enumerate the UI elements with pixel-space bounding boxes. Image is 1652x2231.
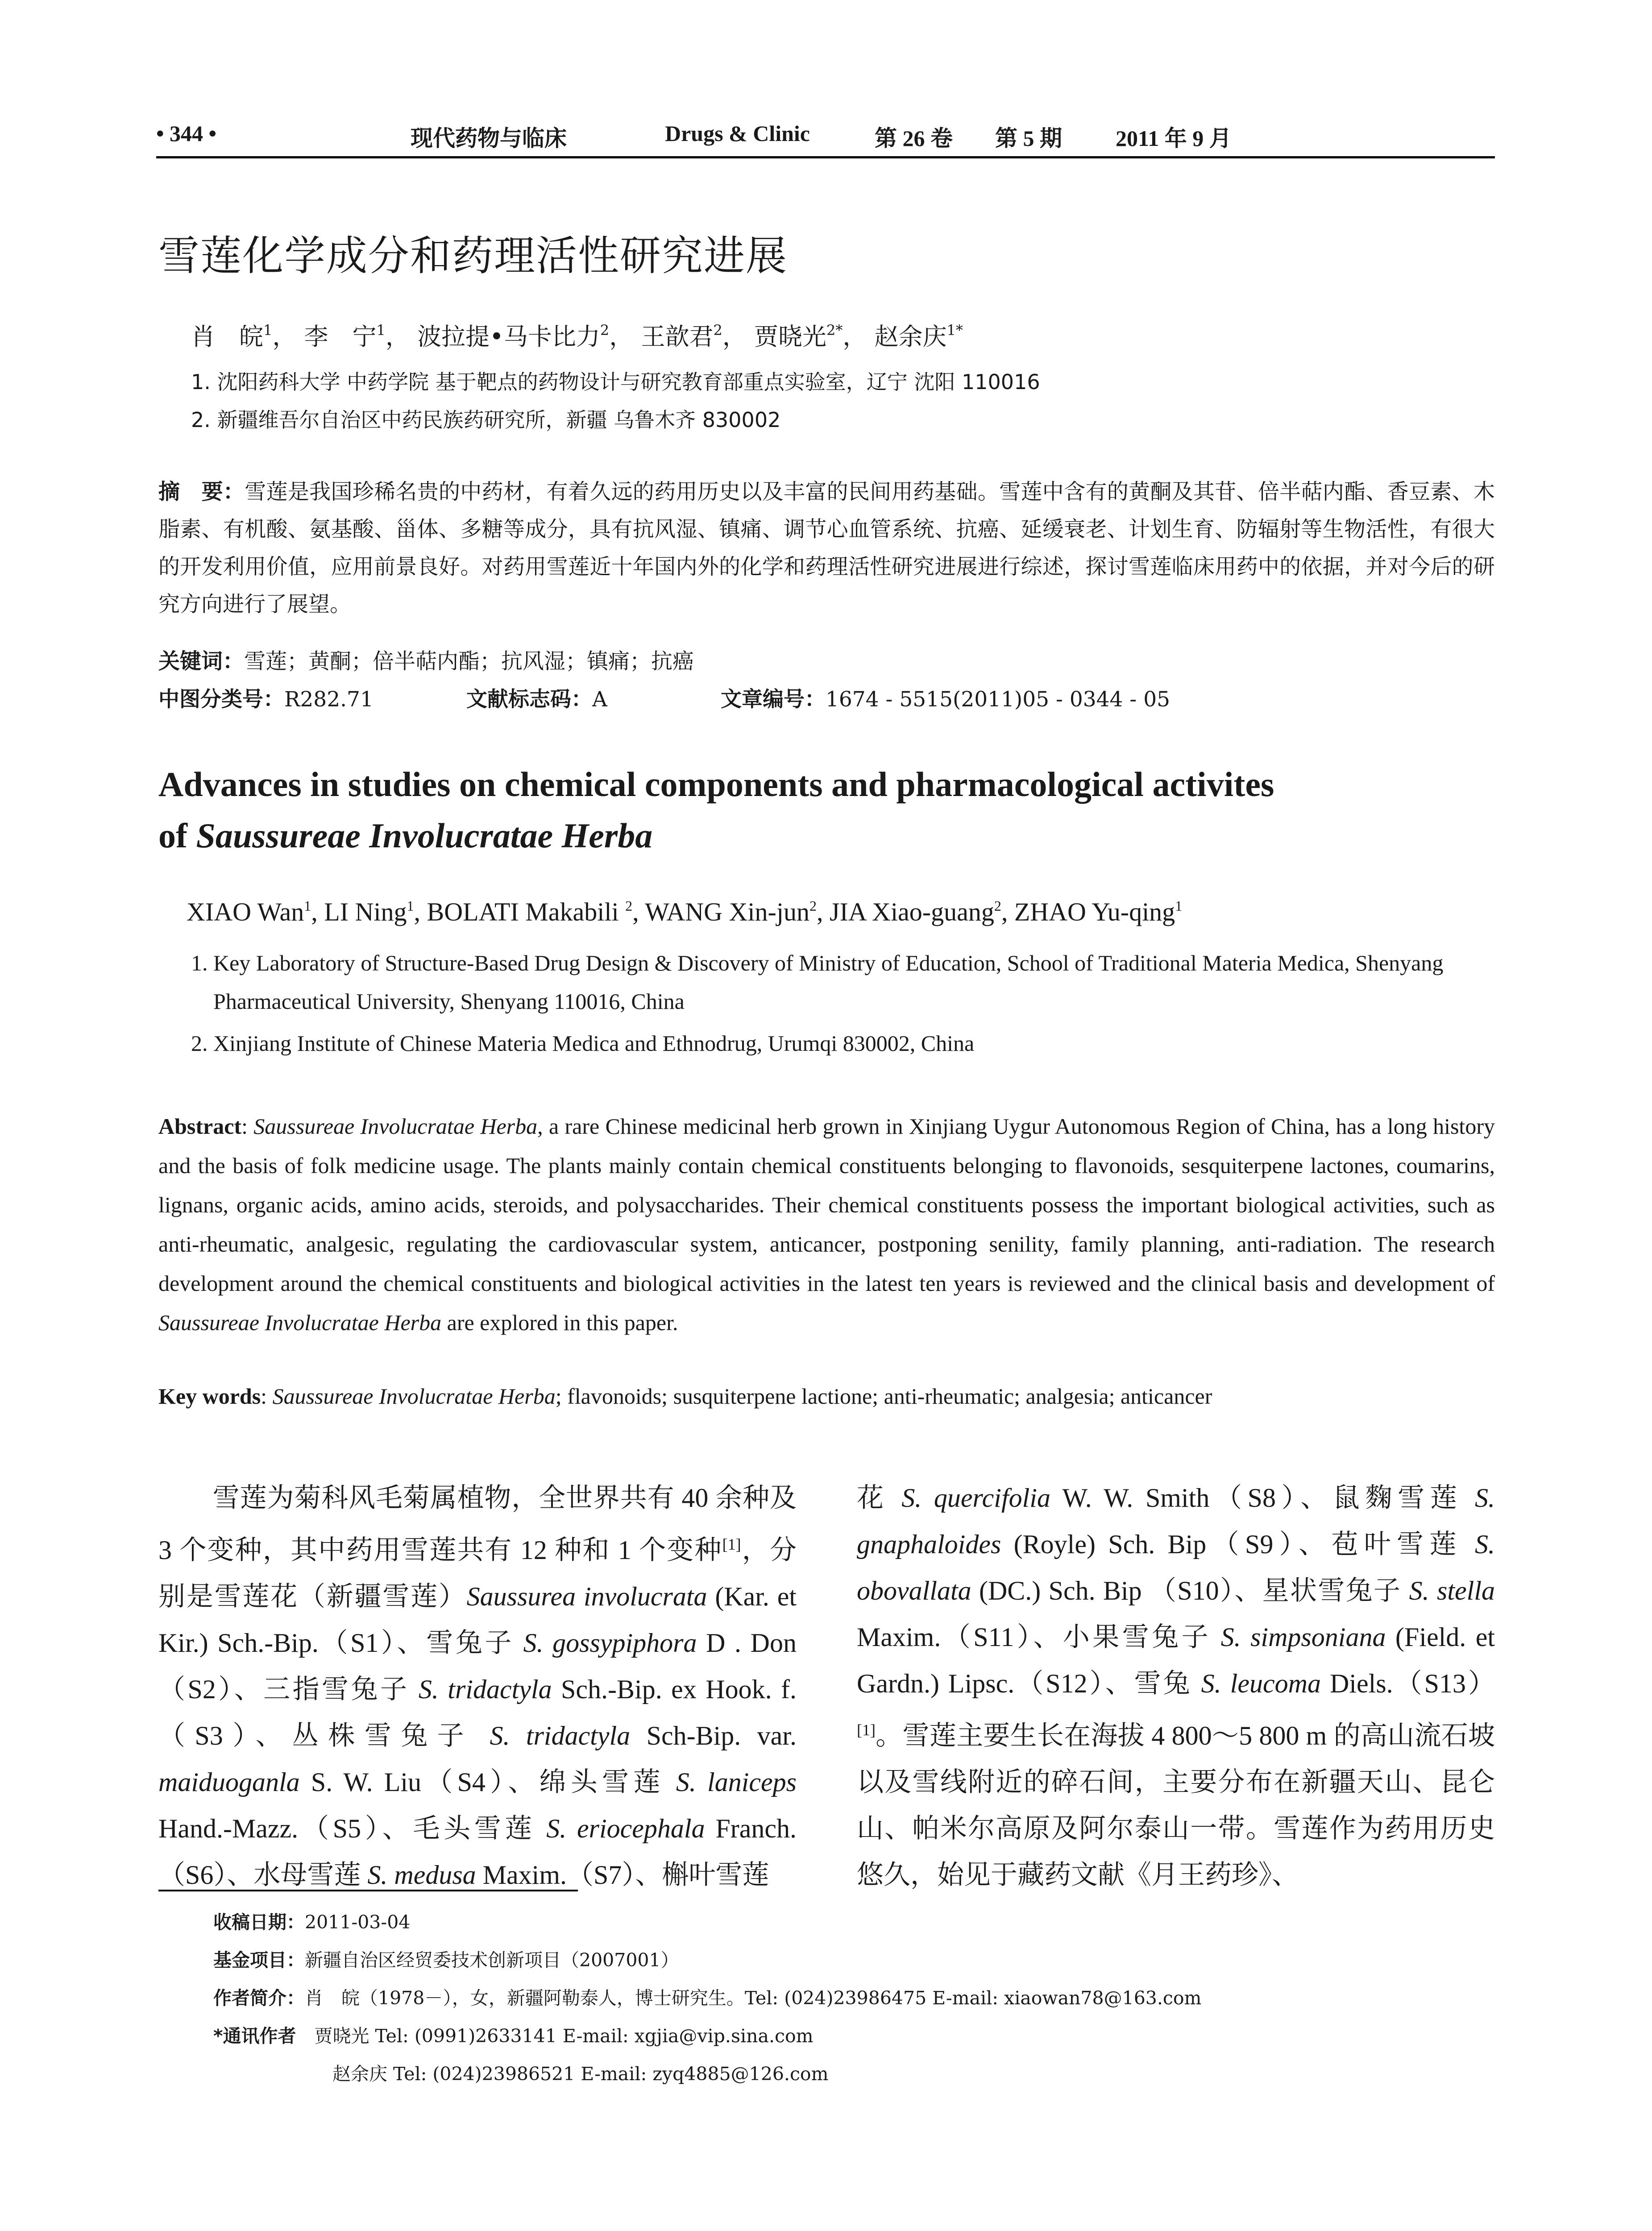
body-text: (Royle) Sch. Bip（S9）、苞叶雪莲 xyxy=(1001,1530,1475,1559)
title-en-species: Saussureae Involucratae Herba xyxy=(196,816,653,855)
author-list-en: XIAO Wan$^1$, LI Ning$^1$, BOLATI Makabili $^2$, WANG Xin-jun$^2$, JIA Xiao-guang$^2$, ZHAO Yu-qing$^1$ xyxy=(187,897,1183,926)
body-text: W. W. Smith（S8）、鼠麴雪莲 xyxy=(1050,1483,1475,1513)
species-name: S. stella xyxy=(1409,1576,1495,1605)
body-text: 雪莲为菊科风毛菊属植物，全世界共有 40 余种及 3 个变种，其中药用雪莲共有 12 种和 1 个变种 xyxy=(158,1483,797,1565)
body-text: D . Don（S2）、三指雪兔子 xyxy=(158,1628,797,1704)
affiliation-en-1: 1. Key Laboratory of Structure-Based Drug Design & Discovery of Ministry of Education, School of Traditional Materia Medica, Shenyang Pharmaceutical University, Shenyang 110016, China xyxy=(191,950,1444,1014)
author-name: 李 宁 xyxy=(304,323,377,351)
species-name: S. tridactyla xyxy=(490,1721,631,1750)
article-title-cn: 雪莲化学成分和药理活性研究进展 xyxy=(158,232,788,280)
species-name: S. laniceps xyxy=(676,1767,797,1797)
body-text: S. W. Liu（S4）、绵头雪莲 xyxy=(299,1767,676,1797)
abstract-en-species: Saussureae Involucratae Herba xyxy=(253,1114,538,1139)
abstract-label-en: Abstract xyxy=(158,1114,242,1139)
bio-label: 作者简介： xyxy=(213,1987,305,2009)
affiliation-cn-2: 2. 新疆维吾尔自治区中药民族药研究所，新疆 乌鲁木齐 830002 xyxy=(191,408,781,432)
author-affiliation-mark: 2 xyxy=(625,898,633,914)
journal-name-cn: 现代药物与临床 xyxy=(411,126,567,151)
title-en-prefix: of xyxy=(158,816,196,855)
species-name: S. gnaphaloides xyxy=(857,1483,1495,1559)
keywords-label-cn: 关键词： xyxy=(158,649,245,674)
corresponding-author-1: 贾晓光 Tel: (0991)2633141 E-mail: xgjia@vip.sina.com xyxy=(314,2025,814,2047)
received-label: 收稿日期： xyxy=(213,1912,305,1933)
body-text: Maxim.（S7）、槲叶雪莲 xyxy=(476,1860,769,1890)
author-name: LI Ning xyxy=(324,897,407,926)
body-text: (Field. et Gardn.) Lipsc.（S12）、雪兔 xyxy=(857,1622,1495,1698)
fund-label: 基金项目： xyxy=(213,1949,305,1971)
footnote-corresponding xyxy=(213,2021,814,2048)
fund-text: 新疆自治区经贸委技术创新项目（2007001） xyxy=(305,1949,679,1971)
footnote-corresponding-2: 赵余庆 Tel: (024)23986521 E-mail: zyq4885@126.com xyxy=(332,2063,829,2085)
abstract-text-cn: 雪莲是我国珍稀名贵的中药材，有着久远的药用历史以及丰富的民间用药基础。雪莲中含有的黄酮及其苷、倍半萜内酯、香豆素、木脂素、有机酸、氨基酸、甾体、多糖等成分，具有抗风湿、镇痛、调节心血管系统、抗癌、延缓衰老、计划生育、防辐射等生物活性，有很大的开发利用价值，应用前景良好。对药用雪莲近十年国内外的化学和药理活性研究进展进行综述，探讨雪莲临床用药中的依据，并对今后的研究方向进行了展望。 xyxy=(158,479,1495,617)
running-header xyxy=(156,117,1495,153)
keywords-en-text: ; flavonoids; susquiterpene lactione; anti-rheumatic; analgesia; anticancer xyxy=(555,1384,1212,1409)
author-affiliation-mark: 1 xyxy=(407,898,414,914)
affiliation-cn-1: 1. 沈阳药科大学 中药学院 基于靶点的药物设计与研究教育部重点实验室，辽宁 沈阳 110016 xyxy=(191,370,1040,394)
author-affiliation-mark: 1 xyxy=(1175,898,1183,914)
journal-name-en: Drugs & Clinic xyxy=(665,121,810,146)
author-affiliation-mark: 1 xyxy=(304,898,311,914)
body-text: Hand.-Mazz.（S5）、毛头雪莲 xyxy=(158,1814,547,1843)
issue: 第 5 期 xyxy=(995,126,1062,151)
body-text: (DC.) Sch. Bip （S10）、星状雪兔子 xyxy=(971,1576,1409,1605)
author-affiliation-mark: 1 xyxy=(376,322,386,339)
species-name: S. tridactyla xyxy=(418,1675,552,1704)
clc-code: R282.71 xyxy=(284,687,374,712)
keywords-text-cn: 雪莲；黄酮；倍半萜内酯；抗风湿；镇痛；抗癌 xyxy=(244,649,694,674)
abstract-cn xyxy=(158,473,1495,623)
species-name: S. eriocephala xyxy=(546,1814,705,1843)
citation-ref: [1] xyxy=(857,1721,876,1739)
received-date: 2011-03-04 xyxy=(305,1912,411,1933)
affiliation-en-2: 2. Xinjiang Institute of Chinese Materia Medica and Ethnodrug, Urumqi 830002, China xyxy=(191,1031,975,1056)
species-name: Saussurea involucrata xyxy=(466,1582,707,1611)
footnote-fund xyxy=(213,1945,679,1972)
footnote-received xyxy=(213,1908,410,1934)
author-name: 波拉提•马卡比力 xyxy=(417,323,600,351)
keywords-en-species: Saussureae Involucratae Herba xyxy=(272,1384,556,1409)
species-name: S. simpsoniana xyxy=(1220,1622,1386,1652)
keywords-en: Key words: Saussureae Involucratae Herba; flavonoids; susquiterpene lactione; anti-rheumatic; analgesia; anticancer xyxy=(158,1384,1212,1409)
article-number: 1674 - 5515(2011)05 - 0344 - 05 xyxy=(826,687,1171,712)
abstract-en-species-tail: Saussureae Involucratae Herba xyxy=(158,1310,442,1335)
article-title-en xyxy=(158,759,1495,861)
author-name: ZHAO Yu-qing xyxy=(1014,897,1175,926)
species-name: maiduoganla xyxy=(158,1767,300,1797)
body-column-left xyxy=(158,1475,797,1898)
page-number: • 344 • xyxy=(156,121,217,146)
author-name: 王歆君 xyxy=(641,323,714,351)
body-text: 花 xyxy=(857,1483,902,1513)
bio-text: 肖 皖（1978－），女，新疆阿勒泰人，博士研究生。Tel: (024)23986475 E-mail: xiaowan78@163.com xyxy=(305,1987,1202,2009)
body-text: Diels.（S13） xyxy=(1320,1669,1495,1698)
body-text: ，分别是雪莲花（新疆雪莲） xyxy=(158,1535,797,1611)
author-name: 肖 皖 xyxy=(191,323,263,351)
author-affiliation-mark: 2 xyxy=(713,322,722,339)
footnote-rule xyxy=(158,1890,578,1891)
volume: 第 26 卷 xyxy=(875,126,953,151)
author-affiliation-mark: 2 xyxy=(809,898,817,914)
abstract-en-text-1: , a rare Chinese medicinal herb grown in Xinjiang Uygur Autonomous Region of China, has a long history and the basis of folk medicine usage. The plants mainly contain chemical constituents belonging to flavonoids, sesquiterpene lactones, coumarins, lignans, organic acids, amino acids, steroids, and polysaccharides. Their chemical constituents possess the important biological activities, such as anti-rheumatic, analgesic, regulating the cardiovascular system, anticancer, postponing senility, family planning, anti-radiation. The research development around the chemical constituents and biological activities in the latest ten years is reviewed and the clinical basis and development of xyxy=(158,1114,1495,1296)
species-name: S. obovallata xyxy=(857,1530,1495,1605)
author-name: WANG Xin-jun xyxy=(645,897,809,926)
issue-date: 2011 年 9 月 xyxy=(1116,126,1232,151)
body-text: Sch.-Bip. ex Hook. f.（S3）、丛株雪兔子 xyxy=(158,1675,797,1750)
body-text: Sch-Bip. var. xyxy=(630,1721,797,1750)
keywords-cn xyxy=(158,643,1495,680)
title-en-line-1: Advances in studies on chemical components and pharmacological activites xyxy=(158,765,1274,804)
keywords-label-en: Key words xyxy=(158,1384,261,1409)
abstract-label-cn: 摘 要： xyxy=(158,479,245,504)
author-affiliation-mark: 2 xyxy=(600,322,610,339)
author-affiliation-mark: 1 xyxy=(263,322,273,339)
body-text: Maxim.（S11）、小果雪兔子 xyxy=(857,1622,1221,1652)
species-name: S. leucoma xyxy=(1201,1669,1321,1698)
body-text: Franch.（S6）、水母雪莲 xyxy=(158,1814,797,1890)
citation-ref: [1] xyxy=(722,1535,741,1553)
author-name: XIAO Wan xyxy=(187,897,304,926)
species-name: S. gossypiphora xyxy=(523,1628,697,1658)
body-text: 。雪莲主要生长在海拔 4 800～5 800 m 的高山流石坡以及雪线附近的碎石间，主要分布在新疆天山、昆仑山、帕米尔高原及阿尔泰山一带。雪莲作为药用历史悠久，始见于藏药文献《月王药珍》、 xyxy=(857,1721,1495,1890)
author-affiliation-mark: 2* xyxy=(826,322,843,339)
author-name: JIA Xiao-guang xyxy=(829,897,994,926)
doc-code-label: 文献标志码： xyxy=(466,687,592,712)
author-affiliation-mark: 1* xyxy=(946,322,963,339)
species-name: S. quercifolia xyxy=(901,1483,1050,1513)
body-text: (Kar. et Kir.) Sch.-Bip.（S1）、雪兔子 xyxy=(158,1582,797,1658)
clc-label: 中图分类号： xyxy=(158,687,284,712)
header-rule xyxy=(156,156,1495,158)
body-column-right xyxy=(857,1475,1495,1898)
footnote-author-bio xyxy=(213,1983,1201,2010)
author-list-cn: 肖 皖$^1$， 李 宁$^1$， 波拉提•马卡比力$^2$， 王歆君$^2$， 贾晓光$^{2*}$， 赵余庆$^{1*}$ xyxy=(191,322,963,351)
corresponding-label: *通讯作者 xyxy=(213,2025,296,2047)
author-name: 贾晓光 xyxy=(754,323,826,351)
author-affiliation-mark: 2 xyxy=(994,898,1001,914)
author-name: 赵余庆 xyxy=(874,323,947,351)
doc-code: A xyxy=(592,687,607,712)
species-name: S. medusa xyxy=(367,1860,476,1890)
article-number-label: 文章编号： xyxy=(721,687,826,712)
author-name: BOLATI Makabili xyxy=(427,897,626,926)
abstract-en-text-2: are explored in this paper. xyxy=(441,1310,678,1335)
abstract-en: Abstract: Saussureae Involucratae Herba, a rare Chinese medicinal herb grown in Xinjiang Uygur Autonomous Region of China, has a long history and the basis of folk medicine usage. The plants mainly contain chemical constituents belonging to flavonoids, sesquiterpene lactones, coumarins, lignans, organic acids, amino acids, steroids, and polysaccharides. Their chemical constituents possess the important biological activities, such as anti-rheumatic, analgesic, regulating the cardiovascular system, anticancer, postponing senility, family planning, anti-radiation. The research development around the chemical constituents and biological activities in the latest ten years is reviewed and the clinical basis and development of Saussureae Involucratae Herba are explored in this paper. xyxy=(158,1114,1495,1335)
